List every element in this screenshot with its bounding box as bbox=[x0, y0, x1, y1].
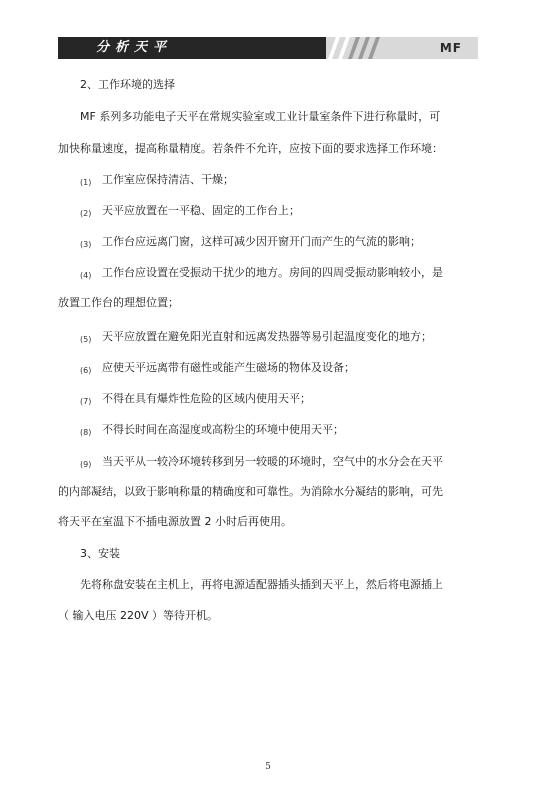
list-item-number: (6) bbox=[80, 366, 92, 375]
list-item-number: (1) bbox=[80, 178, 92, 187]
list-item-continuation: 将天平在室温下不插电源放置 2 小时后再使用。 bbox=[58, 515, 292, 528]
list-item-text: 工作室应保持清洁、干燥； bbox=[102, 173, 234, 186]
list-item-number: (4) bbox=[80, 271, 92, 280]
paragraph-line: 先将称盘安装在主机上，再将电源适配器插头插到天平上，然后将电源插上 bbox=[80, 578, 443, 591]
list-item-text: 不得长时间在高湿度或高粉尘的环境中使用天平； bbox=[102, 423, 344, 436]
page-number: 5 bbox=[265, 762, 271, 772]
list-item-text: 天平应放置在避免阳光直射和远离发热器等易引起温度变化的地方； bbox=[102, 330, 432, 343]
list-item-continuation: 放置工作台的理想位置； bbox=[58, 296, 179, 309]
list-item-text: 不得在具有爆炸性危险的区域内使用天平； bbox=[102, 392, 311, 405]
list-item-text: 工作台应设置在受振动干扰少的地方。房间的四周受振动影响较小，是 bbox=[102, 266, 443, 279]
list-item-text: 应使天平远离带有磁性或能产生磁场的物体及设备； bbox=[102, 361, 355, 374]
paragraph-line: （ 输入电压 220V ）等待开机。 bbox=[58, 609, 219, 622]
paragraph-line: 加快称量速度，提高称量精度。若条件不允许，应按下面的要求选择工作环境： bbox=[58, 142, 443, 155]
header-stripes bbox=[320, 37, 380, 59]
paragraph-line: MF 系列多功能电子天平在常规实验室或工业计量室条件下进行称量时，可 bbox=[80, 110, 441, 123]
list-item-number: (8) bbox=[80, 428, 92, 437]
page-header bbox=[58, 37, 478, 59]
list-item-number: (3) bbox=[80, 240, 92, 249]
list-item-text: 工作台应远离门窗，这样可减少因开窗开门而产生的气流的影响； bbox=[102, 235, 421, 248]
list-item-text: 当天平从一较冷环境转移到另一较暖的环境时，空气中的水分会在天平 bbox=[102, 455, 443, 468]
list-item-text: 天平应放置在一平稳、固定的工作台上； bbox=[102, 204, 300, 217]
list-item-continuation: 的内部凝结，以致于影响称量的精确度和可靠性。为消除水分凝结的影响，可先 bbox=[58, 485, 443, 498]
section-heading-installation: 3、安装 bbox=[80, 547, 120, 560]
list-item-number: (7) bbox=[80, 397, 92, 406]
list-item-number: (9) bbox=[80, 460, 92, 469]
section-heading-environment: 2、工作环境的选择 bbox=[80, 78, 175, 91]
header-title: 分析天平 bbox=[96, 40, 173, 55]
list-item-number: (2) bbox=[80, 209, 92, 218]
list-item-number: (5) bbox=[80, 335, 92, 344]
header-model-code: MF bbox=[439, 41, 462, 55]
